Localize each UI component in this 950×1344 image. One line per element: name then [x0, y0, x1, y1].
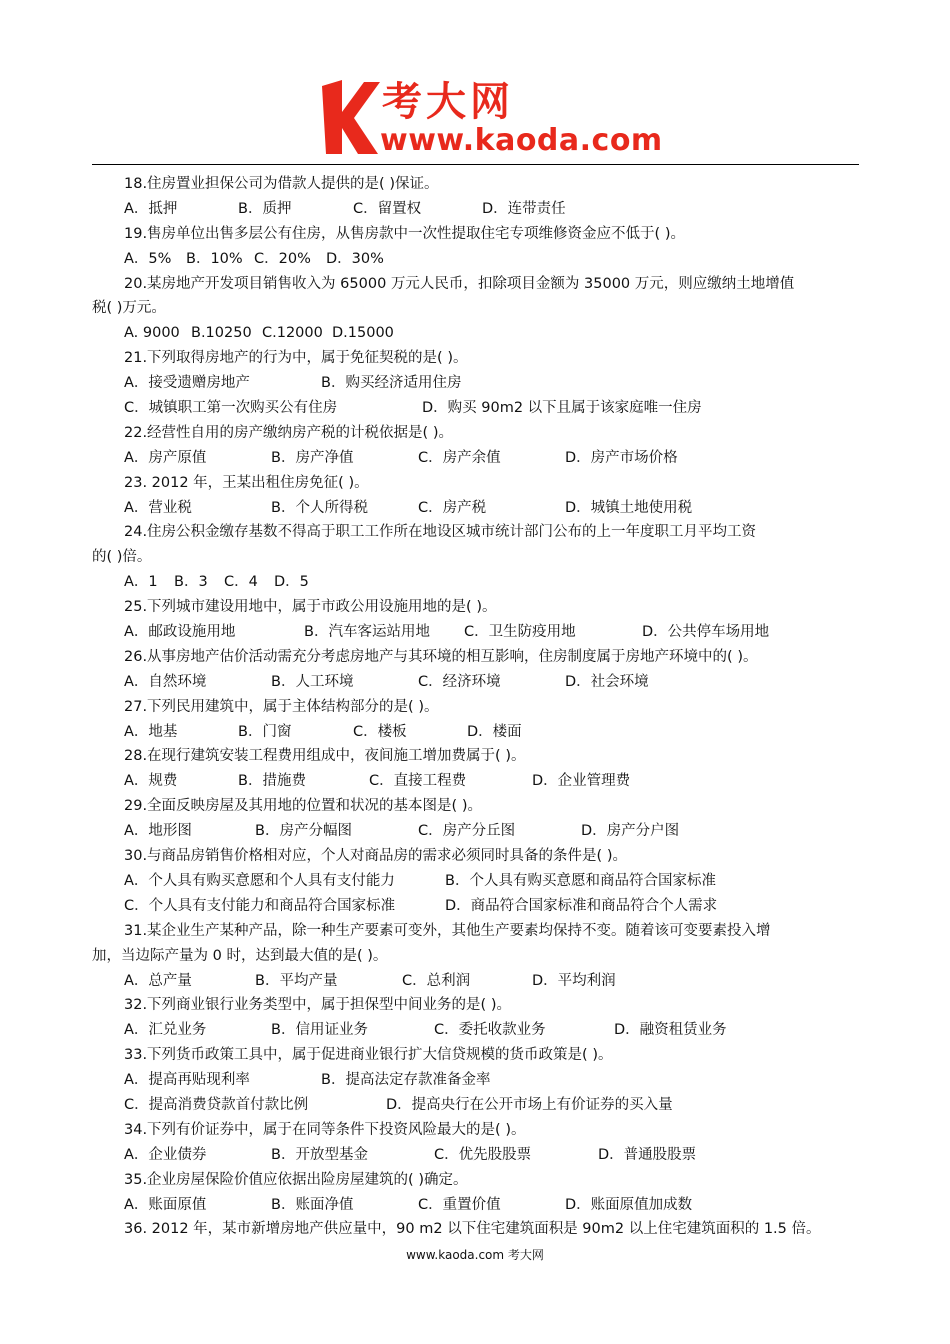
- answer-option: C．留置权: [353, 200, 422, 217]
- question-text: 29.全面反映房屋及其用地的位置和状况的基本图是( )。: [124, 798, 482, 815]
- question-text: 30.与商品房销售价格相对应，个人对商品房的需求必须同时具备的条件是( )。: [124, 848, 627, 865]
- answer-option: D．连带责任: [482, 200, 566, 217]
- answer-options: [92, 769, 860, 794]
- answer-option: A．1: [124, 574, 158, 591]
- answer-option: C．20%: [254, 250, 311, 267]
- answer-option: B．开放型基金: [271, 1146, 368, 1163]
- answer-option: D．平均利润: [532, 972, 616, 989]
- answer-option: B．3: [174, 574, 208, 591]
- question-text: 32.下列商业银行业务类型中，属于担保型中间业务的是( )。: [124, 997, 511, 1014]
- logo-chinese-text: 考大网: [382, 79, 514, 125]
- answer-option: B．门窗: [238, 723, 292, 740]
- question-text: 34.下列有价证券中，属于在同等条件下投资风险最大的是( )。: [124, 1121, 526, 1138]
- question-text: 18.住房置业担保公司为借款人提供的是( )保证。: [124, 176, 439, 192]
- answer-option: A．接受遗赠房地产: [124, 375, 250, 392]
- answer-option: D．5: [274, 574, 309, 591]
- answer-option: B．质押: [238, 200, 292, 217]
- answer-option: C．房产分丘图: [418, 823, 516, 840]
- answer-option: D．账面原值加成数: [565, 1196, 693, 1213]
- question-text: 31.某企业生产某种产品，除一种生产要素可变外，其他生产要素均保持不变。随着该可变要素投入增: [124, 922, 771, 939]
- page-footer: www.kaoda.com 考大网: [406, 1248, 544, 1262]
- answer-options: [92, 1093, 860, 1118]
- question-text: 35.企业房屋保险价值应依据出险房屋建筑的( )确定。: [124, 1171, 468, 1188]
- answer-options: [92, 819, 860, 844]
- answer-option: D．普通股股票: [598, 1146, 697, 1163]
- answer-option: C．楼板: [353, 723, 407, 740]
- question-text: 20.某房地产开发项目销售收入为 65000 万元人民币，扣除项目金额为 35000 万元，则应缴纳土地增值: [124, 275, 795, 292]
- answer-option: A．账面原值: [124, 1196, 207, 1213]
- answer-options: [92, 670, 860, 695]
- answer-option: D．公共停车场用地: [642, 624, 770, 641]
- question-continuation: 税( )万元。: [92, 300, 166, 317]
- answer-option: A．企业债券: [124, 1146, 207, 1163]
- question-text: 33.下列货币政策工具中，属于促进商业银行扩大信贷规模的货币政策是( )。: [124, 1047, 613, 1064]
- answer-options: [92, 720, 860, 745]
- question-text: 25.下列城市建设用地中，属于市政公用设施用地的是( )。: [124, 599, 497, 616]
- answer-option: A. 9000: [124, 325, 180, 342]
- answer-option: A．汇兑业务: [124, 1022, 207, 1039]
- answer-option: B．措施费: [238, 773, 306, 790]
- answer-option: D．房产市场价格: [565, 449, 678, 466]
- answer-option: A．个人具有购买意愿和个人具有支付能力: [124, 872, 395, 889]
- answer-option: D.15000: [332, 325, 394, 342]
- answer-option: C．直接工程费: [369, 773, 467, 790]
- answer-option: C．个人具有支付能力和商品符合国家标准: [124, 897, 396, 914]
- answer-option: B．人工环境: [271, 673, 354, 690]
- question-text: 28.在现行建筑安装工程费用组成中，夜间施工增加费属于( )。: [124, 748, 526, 765]
- answer-option: D．楼面: [467, 723, 522, 740]
- answer-option: D．购买 90m2 以下且属于该家庭唯一住房: [422, 400, 702, 417]
- answer-option: C．经济环境: [418, 673, 501, 690]
- answer-option: B．提高法定存款准备金率: [321, 1072, 491, 1089]
- answer-options: [92, 396, 860, 421]
- answer-option: D．商品符合国家标准和商品符合个人需求: [445, 897, 718, 914]
- answer-options: [92, 496, 860, 521]
- answer-options: [92, 620, 860, 645]
- answer-option: A．地基: [124, 723, 178, 740]
- answer-option: B.10250: [191, 325, 252, 342]
- answer-options: [92, 894, 860, 919]
- answer-option: C．房产余值: [418, 449, 501, 466]
- answer-options: [92, 869, 860, 894]
- answer-option: A．提高再贴现利率: [124, 1072, 250, 1089]
- answer-option: C．房产税: [418, 499, 487, 516]
- answer-option: B．个人所得税: [271, 499, 368, 516]
- answer-options: [92, 1193, 860, 1218]
- answer-options: [92, 446, 860, 471]
- question-text: 22.经营性自用的房产缴纳房产税的计税依据是( )。: [124, 424, 453, 441]
- answer-option: A．抵押: [124, 200, 178, 217]
- answer-option: A．地形图: [124, 823, 192, 840]
- answer-option: C．委托收款业务: [434, 1022, 546, 1039]
- answer-option: D．提高央行在公开市场上有价证券的买入量: [386, 1096, 673, 1113]
- answer-option: B．10%: [186, 250, 243, 267]
- answer-option: C．总利润: [402, 972, 471, 989]
- answer-option: B．平均产量: [255, 972, 338, 989]
- answer-option: B．汽车客运站用地: [304, 624, 430, 641]
- answer-options: [92, 1018, 860, 1043]
- answer-option: C.12000: [262, 325, 323, 342]
- question-continuation: 的( )倍。: [92, 549, 152, 566]
- answer-option: B．信用证业务: [271, 1022, 368, 1039]
- answer-option: B．房产分幅图: [255, 823, 352, 840]
- answer-option: A．5%: [124, 250, 172, 267]
- document-body: [92, 172, 860, 1242]
- answer-option: B．账面净值: [271, 1196, 354, 1213]
- answer-options: [92, 570, 860, 595]
- answer-option: B．房产净值: [271, 449, 354, 466]
- logo-url-text: www.kaoda.com: [380, 123, 663, 158]
- answer-option: A．自然环境: [124, 673, 207, 690]
- answer-options: [92, 969, 860, 994]
- answer-options: [92, 371, 860, 396]
- question-text: 27.下列民用建筑中，属于主体结构部分的是( )。: [124, 698, 439, 715]
- answer-option: B．购买经济适用住房: [321, 375, 462, 392]
- answer-options: [92, 247, 860, 272]
- k-logo-icon: [320, 78, 380, 156]
- answer-option: D．社会环境: [565, 673, 649, 690]
- answer-options: [92, 321, 860, 346]
- answer-option: C．城镇职工第一次购买公有住房: [124, 400, 338, 417]
- kaoda-logo: [320, 78, 663, 160]
- answer-options: [92, 197, 860, 222]
- answer-options: [92, 1068, 860, 1093]
- answer-option: A．邮政设施用地: [124, 624, 236, 641]
- answer-option: A．房产原值: [124, 449, 207, 466]
- answer-option: B．个人具有购买意愿和商品符合国家标准: [445, 872, 716, 889]
- answer-option: D．30%: [326, 250, 384, 267]
- answer-option: C．优先股股票: [434, 1146, 532, 1163]
- answer-option: C．卫生防疫用地: [464, 624, 576, 641]
- answer-option: A．规费: [124, 773, 178, 790]
- answer-option: A．总产量: [124, 972, 192, 989]
- answer-option: C．4: [224, 574, 258, 591]
- header-divider: [92, 164, 859, 165]
- question-text: 19.售房单位出售多层公有住房，从售房款中一次性提取住宅专项维修资金应不低于( )。: [124, 225, 685, 242]
- question-text: 26.从事房地产估价活动需充分考虑房地产与其环境的相互影响，住房制度属于房地产环境中的( )。: [124, 648, 758, 665]
- answer-option: C．重置价值: [418, 1196, 501, 1213]
- answer-option: D．融资租赁业务: [614, 1022, 727, 1039]
- answer-option: D．城镇土地使用税: [565, 499, 693, 516]
- answer-options: [92, 1143, 860, 1168]
- question-continuation: 加，当边际产量为 0 时，达到最大值的是( )。: [92, 947, 388, 964]
- question-text: 24.住房公积金缴存基数不得高于职工工作所在地设区城市统计部门公布的上一年度职工月平均工资: [124, 524, 757, 541]
- question-text: 36. 2012 年，某市新增房地产供应量中，90 m2 以下住宅建筑面积是 90m2 以上住宅建筑面积的 1.5 倍。: [124, 1221, 821, 1238]
- answer-option: C．提高消费贷款首付款比例: [124, 1096, 309, 1113]
- answer-option: D．房产分户图: [581, 823, 680, 840]
- answer-option: D．企业管理费: [532, 773, 631, 790]
- question-text: 21.下列取得房地产的行为中，属于免征契税的是( )。: [124, 350, 468, 367]
- question-text: 23. 2012 年，王某出租住房免征( )。: [124, 474, 369, 491]
- answer-option: A．营业税: [124, 499, 192, 516]
